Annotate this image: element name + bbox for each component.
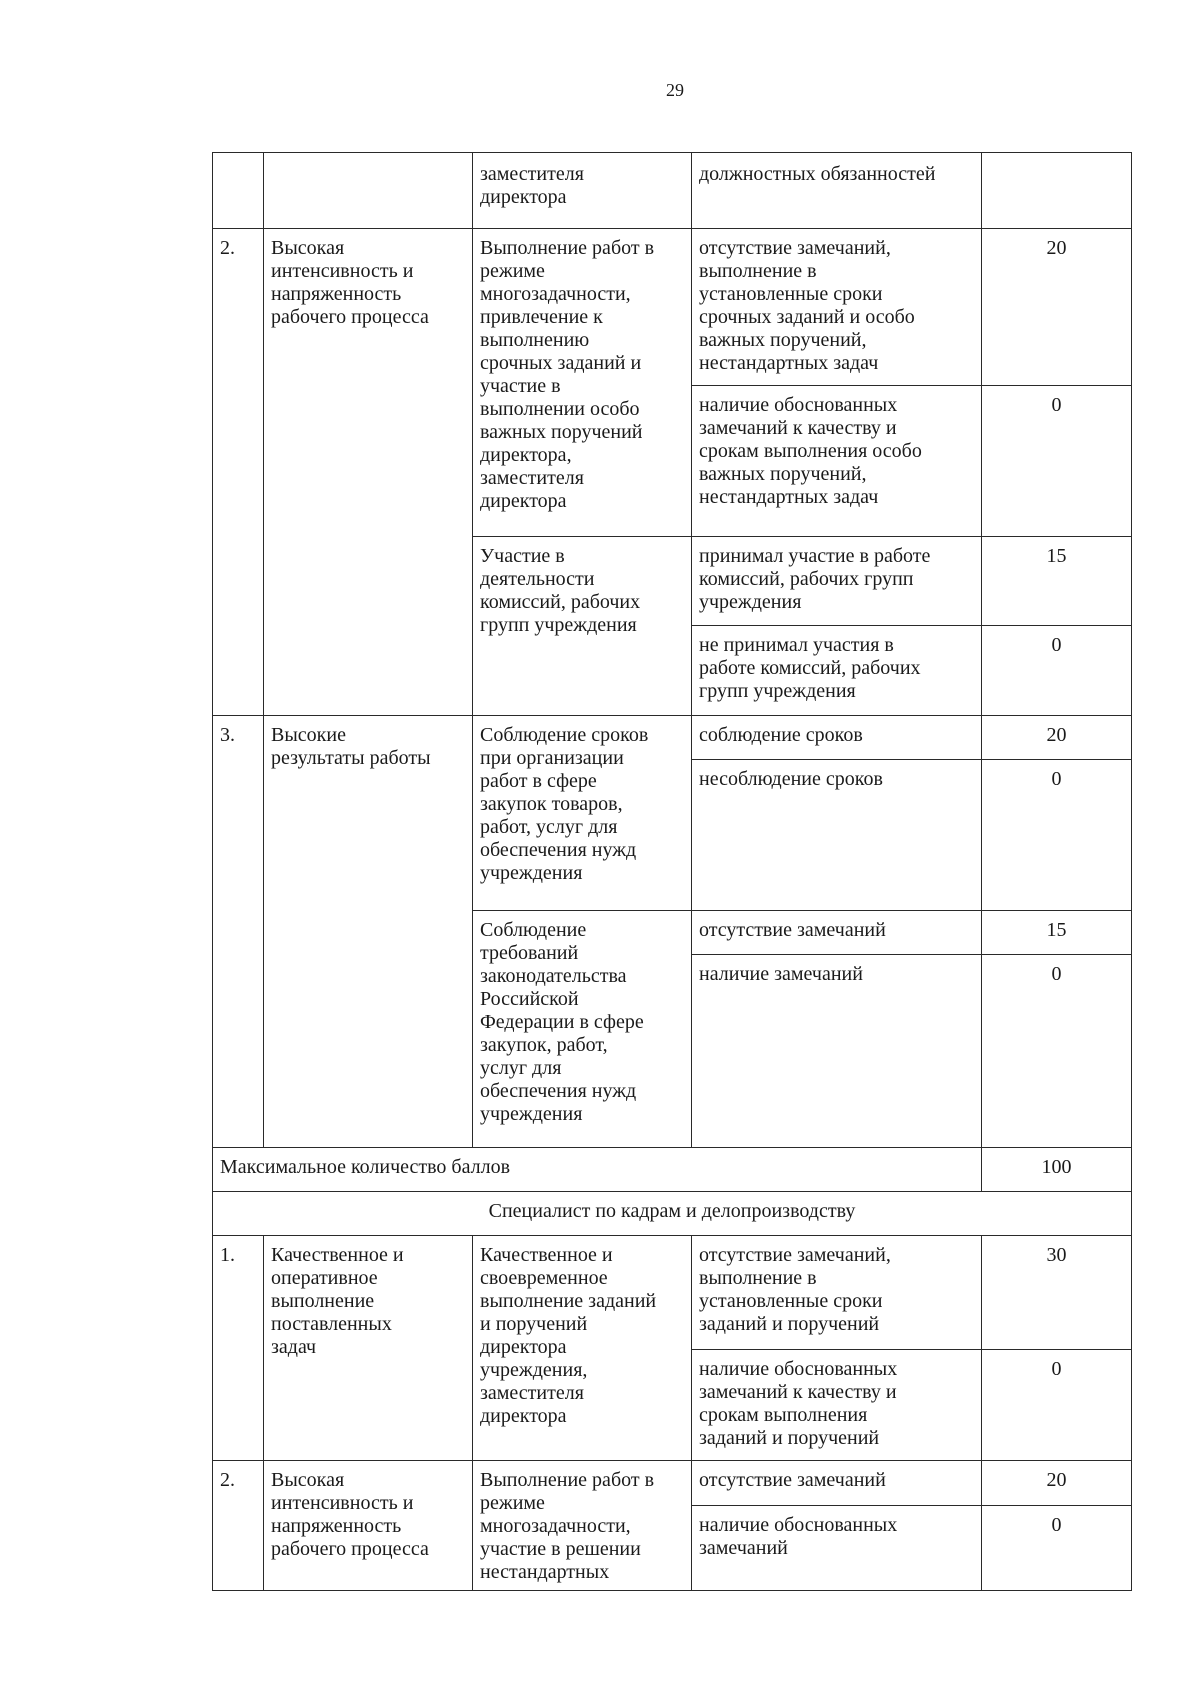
indicator-cell: Участие в деятельности комиссий, рабочих групп учреждения	[473, 537, 692, 716]
table-row	[213, 1148, 1132, 1192]
criterion-name-cell: Высокая интенсивность и напряженность рабочего процесса	[264, 229, 473, 716]
row-number-cell: 1.	[213, 1236, 264, 1461]
score-cell: 0	[982, 1506, 1132, 1591]
score-cell: 0	[982, 626, 1132, 716]
score-cell: 0	[982, 955, 1132, 1148]
condition-cell: отсутствие замечаний, выполнение в установленные сроки срочных заданий и особо важных поручений, нестандартных задач	[692, 229, 982, 386]
score-cell: 15	[982, 911, 1132, 955]
criterion-name-cell	[264, 153, 473, 229]
indicator-cell: Соблюдение сроков при организации работ в сфере закупок товаров, работ, услуг для обеспечения нужд учреждения	[473, 716, 692, 911]
table-row	[213, 1192, 1132, 1236]
row-number-cell: 2.	[213, 1461, 264, 1591]
criterion-name-cell: Высокая интенсивность и напряженность рабочего процесса	[264, 1461, 473, 1591]
score-cell: 20	[982, 716, 1132, 760]
section-title: Специалист по кадрам и делопроизводству	[213, 1192, 1132, 1236]
table-row	[213, 1236, 1132, 1350]
indicator-cell: Выполнение работ в режиме многозадачности, привлечение к выполнению срочных заданий и участие в выполнении особо важных поручений директора, заместителя директора	[473, 229, 692, 537]
score-cell: 0	[982, 1350, 1132, 1461]
criterion-name-cell: Высокие результаты работы	[264, 716, 473, 1148]
condition-cell: соблюдение сроков	[692, 716, 982, 760]
condition-cell: принимал участие в работе комиссий, рабочих групп учреждения	[692, 537, 982, 626]
condition-cell: наличие обоснованных замечаний	[692, 1506, 982, 1591]
table-row	[213, 716, 1132, 760]
condition-cell: отсутствие замечаний	[692, 1461, 982, 1506]
score-cell: 20	[982, 229, 1132, 386]
score-cell: 0	[982, 386, 1132, 537]
max-points-value: 100	[982, 1148, 1132, 1192]
criterion-name-cell: Качественное и оперативное выполнение поставленных задач	[264, 1236, 473, 1461]
row-number-cell: 3.	[213, 716, 264, 1148]
condition-cell: наличие замечаний	[692, 955, 982, 1148]
row-number-cell: 2.	[213, 229, 264, 716]
condition-cell: отсутствие замечаний, выполнение в установленные сроки заданий и поручений	[692, 1236, 982, 1350]
indicator-cell: Выполнение работ в режиме многозадачности, участие в решении нестандартных	[473, 1461, 692, 1591]
condition-cell: отсутствие замечаний	[692, 911, 982, 955]
row-number-cell	[213, 153, 264, 229]
page-number: 29	[666, 80, 684, 100]
condition-cell: не принимал участия в работе комиссий, рабочих групп учреждения	[692, 626, 982, 716]
condition-cell: должностных обязанностей	[692, 153, 982, 229]
condition-cell: несоблюдение сроков	[692, 760, 982, 911]
condition-cell: наличие обоснованных замечаний к качеству и срокам выполнения особо важных поручений, нестандартных задач	[692, 386, 982, 537]
table-row	[213, 1461, 1132, 1506]
table-row	[213, 229, 1132, 386]
indicator-cell: заместителя директора	[473, 153, 692, 229]
table-row	[213, 153, 1132, 229]
score-cell: 20	[982, 1461, 1132, 1506]
condition-cell: наличие обоснованных замечаний к качеству и срокам выполнения заданий и поручений	[692, 1350, 982, 1461]
score-cell: 0	[982, 760, 1132, 911]
indicator-cell: Качественное и своевременное выполнение заданий и поручений директора учреждения, заместителя директора	[473, 1236, 692, 1461]
score-cell	[982, 153, 1132, 229]
score-cell: 30	[982, 1236, 1132, 1350]
score-cell: 15	[982, 537, 1132, 626]
criteria-table	[212, 152, 1132, 1591]
indicator-cell: Соблюдение требований законодательства Российской Федерации в сфере закупок, работ, услуг для обеспечения нужд учреждения	[473, 911, 692, 1148]
max-points-label: Максимальное количество баллов	[213, 1148, 982, 1192]
